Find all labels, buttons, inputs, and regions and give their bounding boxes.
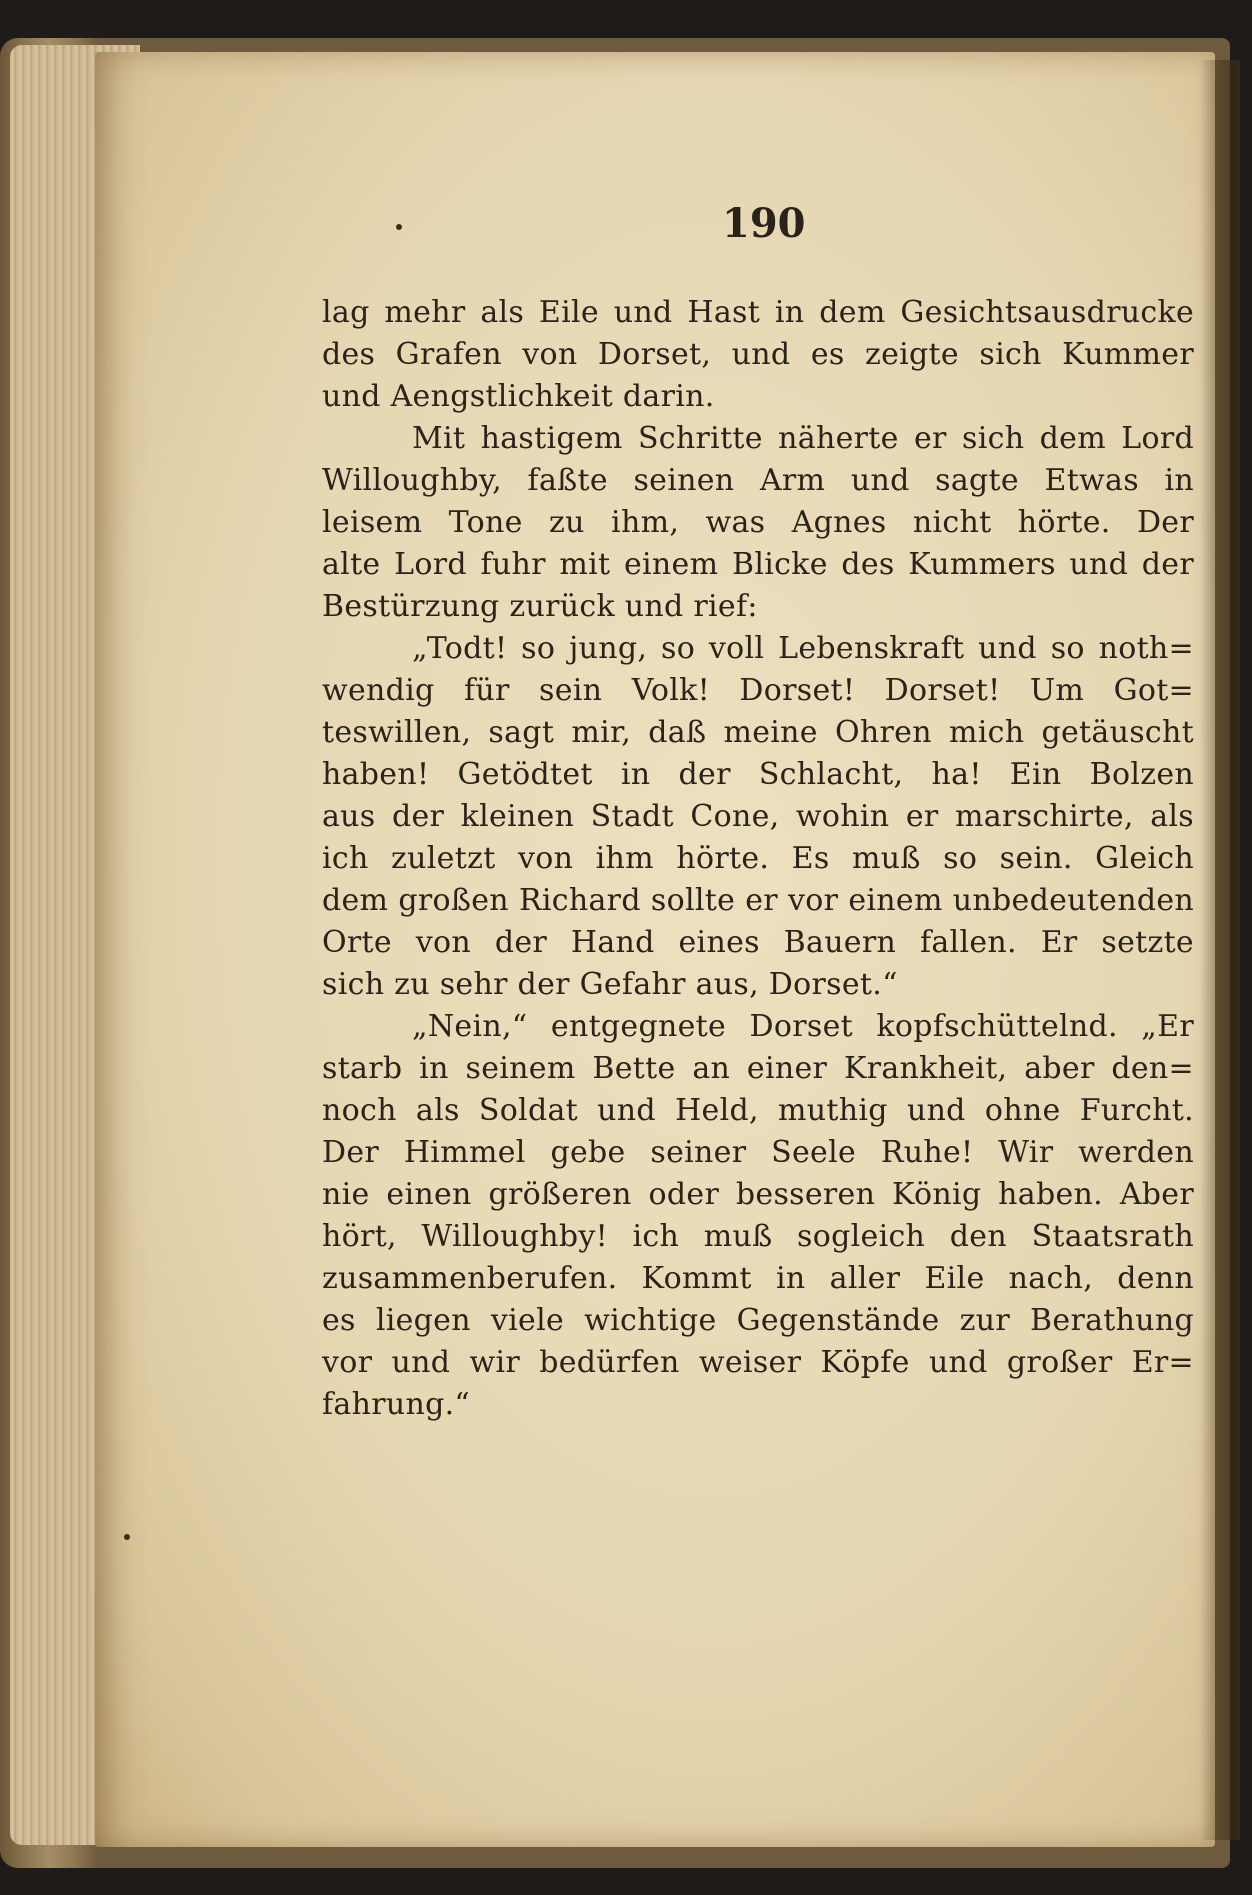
text-line: fahrung.“ bbox=[322, 1387, 471, 1422]
text-line: „Nein,“ entgegnete Dorset kopfschüttelnd. „Er bbox=[412, 1009, 1194, 1044]
text-line: zusammenberufen. Kommt in aller Eile nach, denn bbox=[322, 1261, 1194, 1296]
text-line: sich zu sehr der Gefahr aus, Dorset.“ bbox=[322, 967, 898, 1002]
text-line: dem großen Richard sollte er vor einem unbedeutenden bbox=[322, 883, 1194, 918]
text-line: Willoughby, faßte seinen Arm und sagte Etwas in bbox=[322, 463, 1194, 498]
text-line: wendig für sein Volk! Dorset! Dorset! Um Got= bbox=[322, 673, 1194, 708]
text-line: und Aengstlichkeit darin. bbox=[322, 379, 715, 414]
text-line: Bestürzung zurück und rief: bbox=[322, 589, 758, 624]
text-line: ich zuletzt von ihm hörte. Es muß so sein. Gleich bbox=[322, 841, 1194, 876]
text-line: teswillen, sagt mir, daß meine Ohren mich getäuscht bbox=[322, 715, 1194, 750]
text-line: aus der kleinen Stadt Cone, wohin er marschirte, als bbox=[322, 799, 1194, 834]
text-line: hört, Willoughby! ich muß sogleich den Staatsrath bbox=[322, 1219, 1194, 1254]
gutter-shadow bbox=[1200, 60, 1240, 1840]
text-line: haben! Getödtet in der Schlacht, ha! Ein Bolzen bbox=[322, 757, 1194, 792]
text-line: des Grafen von Dorset, und es zeigte sich Kummer bbox=[322, 337, 1194, 372]
text-line: vor und wir bedürfen weiser Köpfe und großer Er= bbox=[322, 1345, 1194, 1380]
text-line: Der Himmel gebe seiner Seele Ruhe! Wir werden bbox=[322, 1135, 1194, 1170]
text-line: „Todt! so jung, so voll Lebenskraft und so noth= bbox=[412, 631, 1194, 666]
text-line: Orte von der Hand eines Bauern fallen. Er setzte bbox=[322, 925, 1194, 960]
text-line: leisem Tone zu ihm, was Agnes nicht hörte. Der bbox=[322, 505, 1194, 540]
ink-speck bbox=[396, 224, 402, 230]
text-line: es liegen viele wichtige Gegenstände zur Berathung bbox=[322, 1303, 1194, 1338]
text-line: starb in seinem Bette an einer Krankheit, aber den= bbox=[322, 1051, 1194, 1086]
text-line: nie einen größeren oder besseren König haben. Aber bbox=[322, 1177, 1194, 1212]
page-number-text: 190 bbox=[722, 200, 806, 247]
text-line: lag mehr als Eile und Hast in dem Gesichtsausdrucke bbox=[322, 295, 1194, 330]
text-line: noch als Soldat und Held, muthig und ohne Furcht. bbox=[322, 1093, 1194, 1128]
body-text bbox=[322, 292, 1194, 1426]
text-line: Mit hastigem Schritte näherte er sich dem Lord bbox=[412, 421, 1194, 456]
ink-speck bbox=[124, 1534, 130, 1540]
text-line: alte Lord fuhr mit einem Blicke des Kummers und der bbox=[322, 547, 1194, 582]
